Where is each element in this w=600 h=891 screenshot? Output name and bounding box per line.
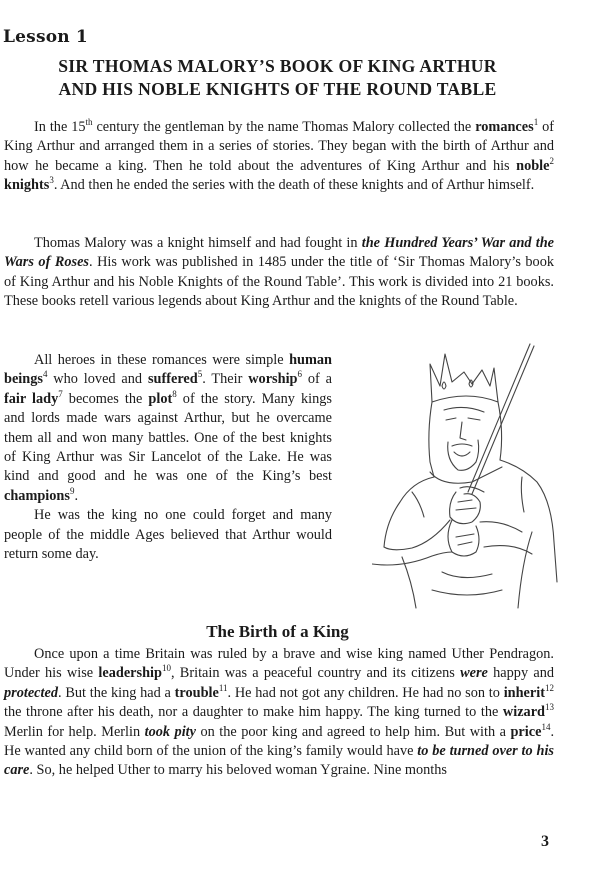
title-line-1: SIR THOMAS MALORY’S BOOK OF KING ARTHUR <box>58 56 497 76</box>
text: becomes the <box>62 390 149 407</box>
footnote-marker: 10 <box>161 663 171 674</box>
footnote-marker: 2 <box>549 155 554 166</box>
text: who loved and <box>47 371 148 388</box>
text: century the gentleman by the name Thomas Malory collected the <box>92 119 476 135</box>
footnote-marker: 8 <box>172 388 177 399</box>
page-number: 3 <box>541 833 549 850</box>
text: . And then he ended the series with the death of these knights and of Arthur himself. <box>53 177 535 194</box>
vocab-word: plot <box>148 390 173 407</box>
vocab-word: champions <box>4 487 70 504</box>
text: . He wanted any child born of the union of the king’s family would have <box>4 723 555 760</box>
emphasis: were <box>460 665 488 682</box>
footnote-marker: 7 <box>58 388 63 399</box>
vocab-word: leadership <box>98 665 162 682</box>
king-arthur-illustration <box>372 342 567 610</box>
paragraph-2 <box>4 234 554 312</box>
emphasis: to be turned over to his care <box>4 743 554 779</box>
vocab-word: suffered <box>147 371 198 388</box>
text: . He had not got any children. He had no son to <box>227 684 504 701</box>
footnote-marker: 13 <box>545 702 554 713</box>
text: of King Arthur and arranged them in a series of stories. They began with the birth of Arthur and how he became a king. Then he told about the adventures of King Arthur and his <box>4 119 555 174</box>
text: happy and <box>487 665 554 682</box>
emphasis: the Hundred Years’ War and the Wars of Roses <box>4 235 555 271</box>
emphasis: took pity <box>144 723 196 740</box>
text: Once upon a time Britain was ruled by a brave and wise king named Uther Pendragon. Under his wise <box>4 646 554 682</box>
vocab-word: human beings <box>4 352 332 388</box>
text: . But the king had a <box>58 684 175 701</box>
title-line-2: AND HIS NOBLE KNIGHTS OF THE ROUND TABLE <box>58 79 497 99</box>
vocab-word: noble <box>516 157 550 174</box>
footnote-marker: 14 <box>541 721 551 732</box>
text: All heroes in these romances were simple <box>34 352 290 368</box>
vocab-word: romances <box>475 119 534 135</box>
vocab-word: inherit <box>503 684 545 701</box>
section-heading: The Birth of a King <box>206 622 349 641</box>
footnote-marker: 11 <box>218 682 228 693</box>
text: Thomas Malory was a knight himself and had fought in <box>34 235 362 251</box>
text: . <box>74 487 79 504</box>
vocab-word: worship <box>248 371 298 388</box>
footnote-marker: 5 <box>197 369 203 380</box>
footnote-marker: 6 <box>297 369 302 380</box>
text: In the 15 <box>34 119 86 135</box>
footnote-marker: 9 <box>69 485 75 496</box>
text: Merlin for help. Merlin <box>4 723 145 740</box>
text: of a <box>302 371 332 388</box>
footnote-marker: 3 <box>49 175 54 186</box>
paragraph-3b: He was the king no one could forget and many people of the middle Ages believed that Arthur would return some day. <box>4 507 332 563</box>
text: . His work was published in 1485 under the title of ‘Sir Thomas Malory’s book of King Arthur and his Noble Knights of the Round Table’. This work is divided into 21 books. These books retell various legends about King Arthur and the knights of the Round Table. <box>4 254 554 310</box>
vocab-word: wizard <box>502 704 545 721</box>
text: , Britain was a peaceful country and its citizens <box>170 665 461 682</box>
footnote-marker: 4 <box>42 369 48 380</box>
vocab-word: fair lady <box>4 390 59 407</box>
lesson-title <box>0 55 555 101</box>
paragraph-4 <box>4 645 554 781</box>
emphasis: protected <box>4 684 58 701</box>
lesson-label: Lesson 1 <box>3 27 88 47</box>
text: . So, he helped Uther to marry his beloved woman Ygraine. Nine months <box>29 762 447 779</box>
footnote-marker: 12 <box>545 682 554 693</box>
text: the throne after his death, nor a daughter to make him happy. The king turned to the <box>4 704 503 721</box>
ordinal-sup: th <box>85 117 93 127</box>
paragraph-3 <box>4 351 332 564</box>
crown-icon <box>430 354 498 402</box>
vocab-word: trouble <box>174 684 219 701</box>
vocab-word: knights <box>4 177 50 194</box>
vocab-word: price <box>510 723 542 740</box>
text: of the story. Many kings and lords made wars against Arthur, but he overcame them all and won many battles. One of the best knights of King Arthur was Sir Lancelot of the Lake. He was kind and good and he was one of the King’s best <box>4 390 332 485</box>
footnote-marker: 1 <box>533 117 539 127</box>
text: on the poor king and agreed to help him. But with a <box>196 723 511 740</box>
paragraph-1 <box>4 118 554 196</box>
text: . Their <box>202 371 249 388</box>
